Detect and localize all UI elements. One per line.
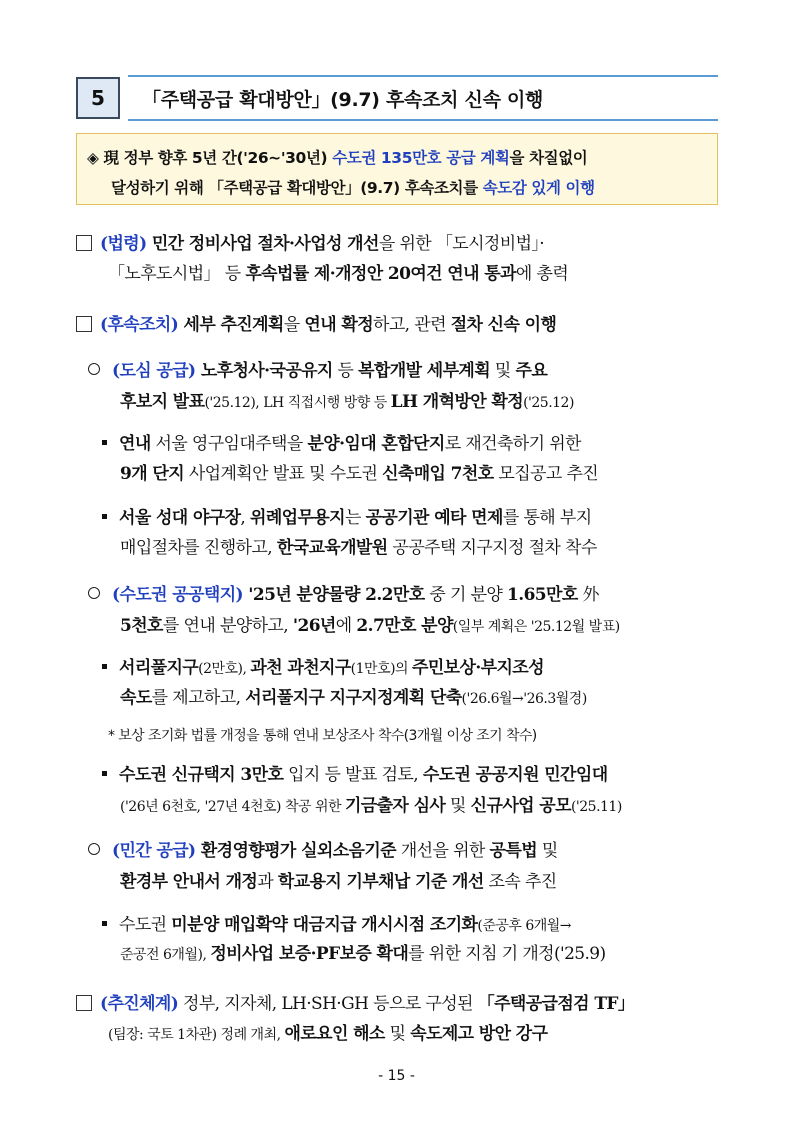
item-text: 서리풀지구 [119, 658, 199, 678]
item-text: 를 통해 부지 [502, 508, 592, 528]
item-urban-line-2 [120, 394, 574, 411]
item-tag: (도심 공급) [112, 361, 196, 381]
item-text: 5천호 [120, 616, 163, 636]
item-text: 환경영향평가 실외소음기준 [195, 841, 397, 861]
item-urban-sub1-line-1 [102, 436, 581, 453]
item-tag: (후속조치) [100, 315, 179, 335]
item-private-line-2 [120, 874, 557, 891]
item-text: 사업계획안 발표 및 수도권 [184, 464, 383, 484]
item-text: , [240, 508, 251, 528]
item-text: 는 [344, 508, 366, 528]
item-text: 주요 [515, 361, 548, 381]
summary-text: 달성하기 위해 「주택공급 확대방안」(9.7) 후속조치를 [111, 179, 483, 197]
item-text: 수도권 신규택지 3만호 [119, 765, 284, 785]
summary-text: 現 정부 향후 5년 간('26∼'30년) [103, 149, 333, 167]
item-text: 서리풀지구 지구지정계획 단축 [245, 688, 462, 708]
page-number: - 15 - [378, 1068, 415, 1084]
item-text: 공공주택 지구지정 절차 착수 [387, 538, 597, 558]
summary-line-2 [111, 176, 595, 198]
item-tag: (민간 공급) [112, 841, 196, 861]
item-text: 노후청사·국공유지 [195, 361, 333, 381]
item-metro-line-1 [88, 587, 599, 604]
item-text: 을 [283, 315, 305, 335]
square-bullet-icon [102, 664, 107, 669]
item-urban-sub2-line-2 [120, 540, 597, 557]
summary-text: 을 차질없이 [509, 149, 588, 167]
item-private-sub1-line-1 [102, 917, 571, 934]
item-text: (일부 계획은 '25.12월 발표) [452, 619, 620, 635]
item-text: 학교용지 기부채납 기준 개선 [277, 872, 484, 892]
item-text: ('26.6월→'26.3월경) [461, 691, 587, 707]
item-tag: (법령) [100, 234, 147, 254]
item-text: ('25.11) [570, 799, 622, 815]
item-text: 신축매입 7천호 [382, 464, 494, 484]
item-text: 후속법률 제·개정안 20여건 연내 통과 [245, 264, 516, 284]
item-text: 입지 등 발표 검토, [283, 765, 423, 785]
item-text: 에 총력 [515, 264, 569, 284]
square-bullet-icon [102, 771, 107, 776]
item-text: 및 [537, 841, 558, 861]
summary-line-1 [87, 146, 587, 168]
item-text: 및 [490, 361, 516, 381]
item-text: 분양·임대 혼합단지 [307, 434, 445, 454]
checkbox-square-icon [76, 235, 92, 251]
item-text: 세부 추진계획 [178, 315, 284, 335]
item-text: 연내 확정 [304, 315, 374, 335]
item-text: (준공후 6개월→ [477, 918, 572, 934]
item-system-line-1 [76, 995, 634, 1013]
item-metro-sub1-line-2 [120, 690, 587, 707]
summary-highlight: 수도권 135만호 공급 계획 [332, 149, 510, 167]
item-text: 중 기 분양 [424, 585, 508, 605]
item-text: 애로요인 해소 [284, 1024, 385, 1044]
item-text: 하고, 관련 [373, 315, 451, 335]
item-urban-line-1 [88, 363, 547, 380]
item-text: ('26년 6천호, '27년 4천호) 착공 위한 [120, 799, 345, 815]
square-bullet-icon [102, 440, 107, 445]
item-text: 등 [332, 361, 359, 381]
item-text: 로 재건축하기 위한 [444, 434, 581, 454]
item-follow-line-1 [76, 316, 556, 334]
item-text: 를 연내 분양하고, [162, 616, 293, 636]
item-text: 위례업무용지 [250, 508, 345, 528]
item-text: 후보지 발표 [120, 392, 205, 412]
item-text: 수도권 공공지원 민간임대 [422, 765, 608, 785]
item-text: '26년 [292, 616, 336, 636]
item-text: ('25.12) [523, 395, 574, 411]
item-text: (팀장: 국토 1차관) 정례 개최, [108, 1027, 285, 1043]
item-text: 서울 영구임대주택을 [150, 434, 308, 454]
item-text: 과천 과천지구 [250, 658, 351, 678]
item-metro-footnote: * 보상 조기화 법률 개정을 통해 연내 보상조사 착수(3개월 이상 조기 착수) [108, 728, 537, 744]
diamond-icon: ◈ [87, 149, 99, 167]
item-text: 을 위한 「도시정비법」· [378, 234, 545, 254]
item-text: 한국교육개발원 [276, 538, 388, 558]
item-text: 미분양 매입확약 대금지급 개시시점 조기화 [171, 915, 478, 935]
item-tag: (추진체계) [100, 994, 179, 1014]
item-text: 속도제고 방안 강구 [410, 1024, 548, 1044]
item-text: 환경부 안내서 개정 [120, 872, 258, 892]
item-urban-sub2-line-1 [102, 510, 592, 527]
item-text: 개선을 위한 [396, 841, 490, 861]
square-bullet-icon [102, 514, 107, 519]
item-text: 조속 추진 [483, 872, 557, 892]
header-rule-top [128, 75, 718, 77]
item-tag: (수도권 공공택지) [112, 585, 243, 605]
item-text: 정부, 지자체, LH·SH·GH 등으로 구성된 [178, 994, 478, 1014]
circle-bullet-icon [88, 843, 100, 855]
item-text: 를 위한 지침 기 개정('25.9) [408, 944, 606, 964]
item-text: 주민보상·부지조성 [412, 658, 544, 678]
summary-highlight: 속도감 있게 이행 [482, 179, 595, 197]
item-text: 공특법 [489, 841, 538, 861]
item-text: 및 [445, 796, 471, 816]
item-text: 과 [257, 872, 278, 892]
item-text: 外 [577, 585, 599, 605]
section-header [76, 73, 718, 123]
item-text: 속도 [120, 688, 152, 708]
item-text: 2.7만호 분양 [356, 616, 453, 636]
item-private-line-1 [88, 843, 558, 860]
item-text: 기금출자 심사 [344, 796, 446, 816]
square-bullet-icon [102, 921, 107, 926]
item-text: 준공전 6개월), [120, 947, 211, 963]
item-text: 「노후도시법」 등 [108, 264, 246, 284]
item-text: 신규사업 공모 [470, 796, 571, 816]
item-text: 매입절차를 진행하고, [120, 538, 277, 558]
item-text: 정비사업 보증·PF보증 확대 [210, 944, 409, 964]
item-text: 1.65만호 [507, 585, 578, 605]
item-law-line-1 [76, 235, 544, 253]
header-rule-bottom [128, 119, 718, 121]
item-text: 및 [384, 1024, 411, 1044]
item-urban-sub1-line-2 [120, 466, 598, 483]
checkbox-square-icon [76, 316, 92, 332]
circle-bullet-icon [88, 363, 100, 375]
item-text: 복합개발 세부계획 [358, 361, 491, 381]
item-private-sub1-line-2 [120, 946, 606, 963]
checkbox-square-icon [76, 995, 92, 1011]
item-text: 수도권 [119, 915, 172, 935]
item-system-line-2 [108, 1026, 547, 1043]
item-metro-sub2-line-1 [102, 767, 608, 784]
item-text: (1만호)의 [350, 661, 413, 677]
item-text: 절차 신속 이행 [450, 315, 557, 335]
item-text: 공공기관 예타 면제 [365, 508, 503, 528]
item-text: 에 [335, 616, 357, 636]
section-number: 5 [76, 77, 120, 119]
item-metro-line-2 [120, 618, 620, 635]
item-law-line-2 [108, 266, 568, 283]
item-text: '25년 분양물량 2.2만호 [242, 585, 425, 605]
item-text: 9개 단지 [120, 464, 185, 484]
item-text: 를 제고하고, [151, 688, 246, 708]
circle-bullet-icon [88, 587, 100, 599]
item-metro-sub1-line-1 [102, 660, 544, 677]
summary-box [76, 133, 718, 205]
item-text: LH 개혁방안 확정 [390, 392, 524, 412]
section-title: 「주택공급 확대방안」(9.7) 후속조치 신속 이행 [142, 89, 544, 111]
item-text: 민간 정비사업 절차·사업성 개선 [146, 234, 379, 254]
item-text: 연내 [119, 434, 151, 454]
item-text: 서울 성대 야구장 [119, 508, 241, 528]
item-text: 모집공고 추진 [493, 464, 599, 484]
item-text: (2만호), [198, 661, 251, 677]
item-text: 「주택공급점검 TF」 [477, 994, 635, 1014]
item-text: ('25.12), LH 직접시행 방향 등 [204, 395, 391, 411]
item-metro-sub2-line-2 [120, 798, 622, 815]
